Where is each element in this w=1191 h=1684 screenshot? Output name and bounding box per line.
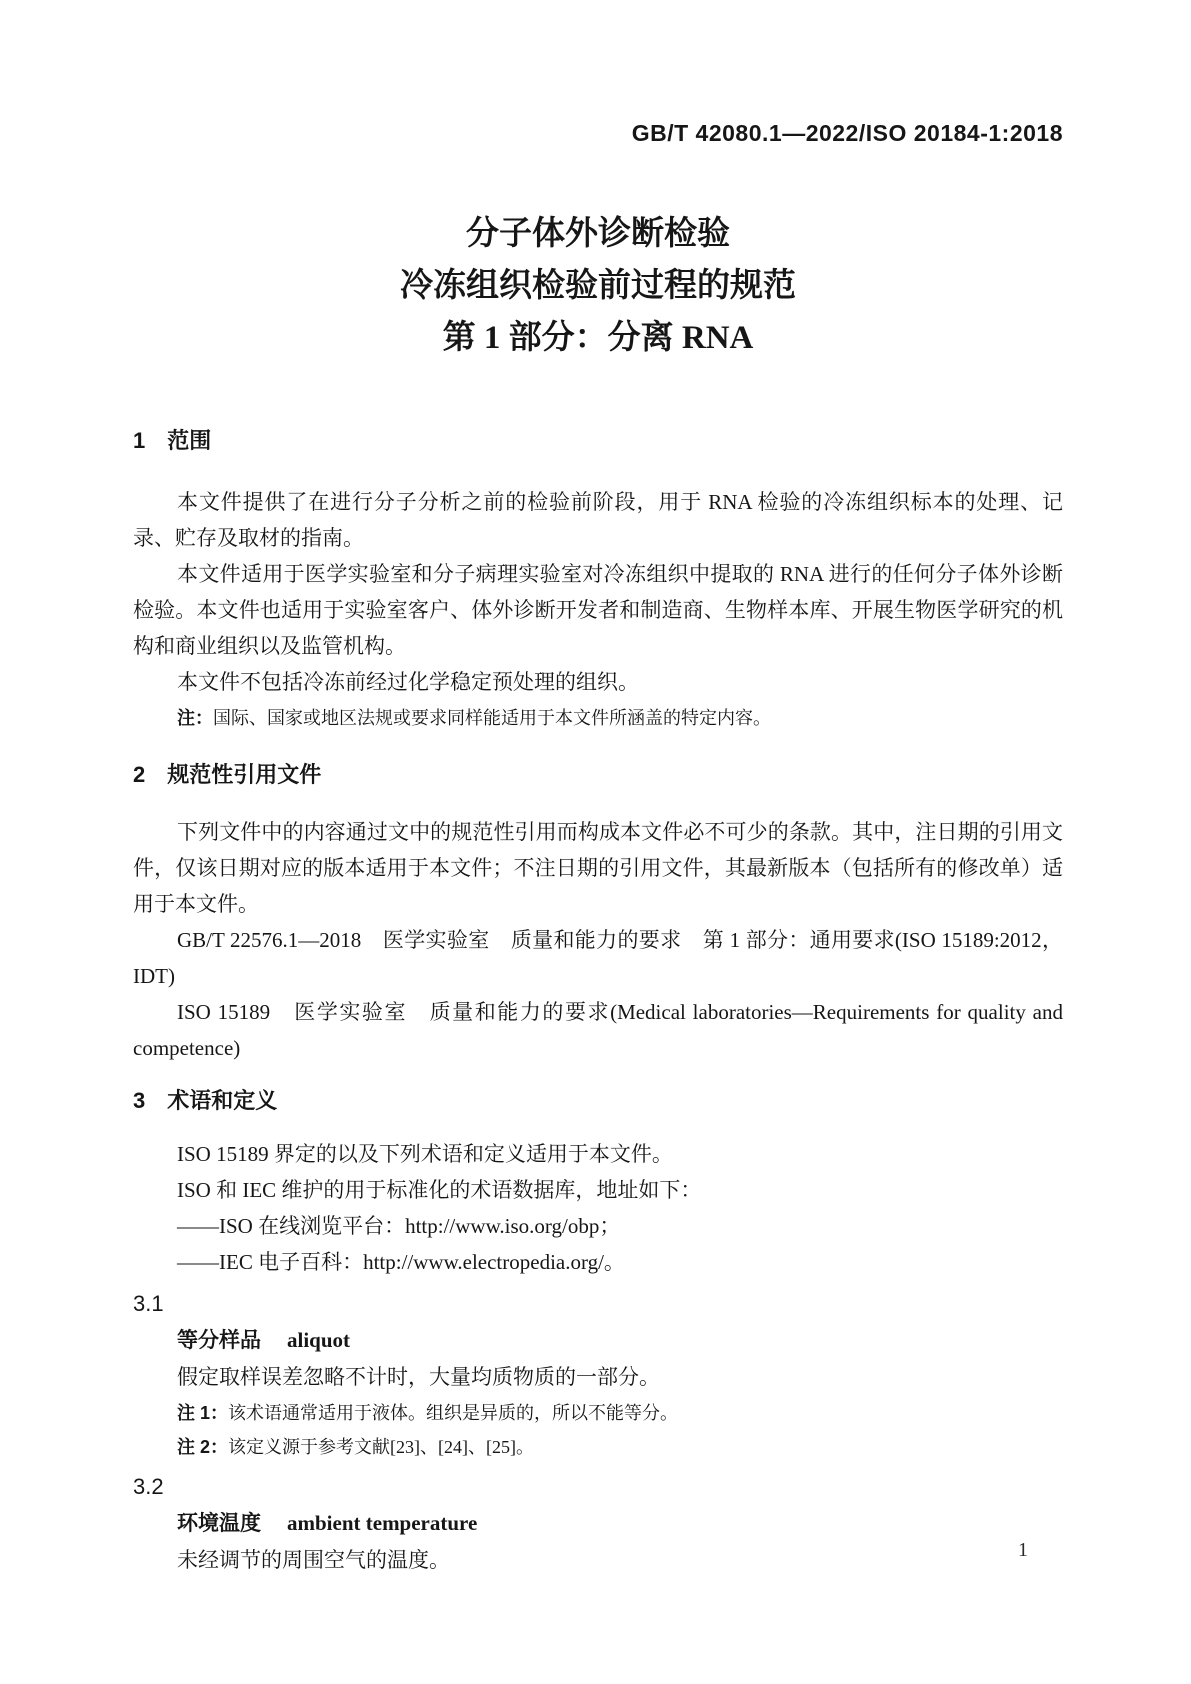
title-line-2: 冷冻组织检验前过程的规范 [400, 268, 796, 304]
section-2-heading [133, 756, 1063, 794]
section-1-heading [133, 422, 1063, 460]
section-2-reference-1: GB/T 22576.1—2018 医学实验室 质量和能力的要求 第 1 部分：通用要求(ISO 15189:2012，IDT) [133, 928, 1063, 988]
term-3-1-zh: 等分样品 [177, 1329, 261, 1352]
title-line-3: 第 1 部分：分离 RNA [442, 320, 754, 356]
term-3-2-zh: 环境温度 [177, 1512, 261, 1535]
term-3-1-title [133, 1322, 1063, 1359]
section-1-paragraph-2: 本文件适用于医学实验室和分子病理实验室对冷冻组织中提取的 RNA 进行的任何分子体外诊断检验。本文件也适用于实验室客户、体外诊断开发者和制造商、生物样本库、开展生物医学研究的机构和商业组织以及监管机构。 [133, 562, 1063, 658]
section-3-number: 3 [133, 1088, 146, 1113]
document-title [133, 208, 1063, 364]
section-1-title: 范围 [167, 428, 212, 453]
section-2-reference-2: ISO 15189 医学实验室 质量和能力的要求(Medical laboratories—Requirements for quality and competence) [133, 1000, 1063, 1060]
term-3-2-definition: 未经调节的周围空气的温度。 [177, 1548, 450, 1572]
section-3-bullet-iec-electropedia: ——IEC 电子百科：http://www.electropedia.org/。 [177, 1250, 625, 1274]
section-3-title: 术语和定义 [167, 1088, 278, 1113]
term-3-1-note-1 [133, 1397, 1063, 1429]
section-1-paragraph-1: 本文件提供了在进行分子分析之前的检验前阶段，用于 RNA 检验的冷冻组织标本的处理、记录、贮存及取材的指南。 [133, 490, 1063, 550]
section-2-number: 2 [133, 762, 146, 787]
page-number: 1 [1018, 1539, 1028, 1561]
note-2-label: 注 2： [177, 1437, 229, 1457]
standard-number-header: GB/T 42080.1—2022/ISO 20184-1:2018 [631, 120, 1063, 146]
section-1-note [133, 702, 1063, 734]
page-content [133, 0, 1063, 1578]
term-3-2-en: ambient temperature [287, 1511, 478, 1535]
note-label: 注： [177, 708, 213, 728]
section-1-number: 1 [133, 428, 146, 453]
title-line-1: 分子体外诊断检验 [466, 216, 730, 252]
note-text: 国际、国家或地区法规或要求同样能适用于本文件所涵盖的特定内容。 [213, 708, 771, 728]
section-2-title: 规范性引用文件 [167, 762, 322, 787]
section-1-paragraph-3: 本文件不包括冷冻前经过化学稳定预处理的组织。 [177, 670, 639, 694]
note-1-label: 注 1： [177, 1403, 229, 1423]
note-1-text: 该术语通常适用于液体。组织是异质的，所以不能等分。 [228, 1403, 679, 1423]
term-3-1-definition: 假定取样误差忽略不计时，大量均质物质的一部分。 [177, 1365, 660, 1389]
term-3-1-note-2 [133, 1431, 1063, 1463]
term-3-2-number: 3.2 [133, 1474, 164, 1499]
term-3-1-number: 3.1 [133, 1291, 164, 1316]
term-3-2-title [133, 1505, 1063, 1542]
section-3-paragraph-1: ISO 15189 界定的以及下列术语和定义适用于本文件。 [177, 1142, 673, 1166]
section-3-heading [133, 1082, 1063, 1120]
section-3-paragraph-2: ISO 和 IEC 维护的用于标准化的术语数据库，地址如下： [177, 1178, 702, 1202]
section-3-bullet-iso-obp: ——ISO 在线浏览平台：http://www.iso.org/obp； [177, 1214, 621, 1238]
term-3-1-en: aliquot [287, 1328, 351, 1352]
note-2-text: 该定义源于参考文献[23]、[24]、[25]。 [228, 1437, 534, 1457]
section-2-paragraph-1: 下列文件中的内容通过文中的规范性引用而构成本文件必不可少的条款。其中，注日期的引用文件，仅该日期对应的版本适用于本文件；不注日期的引用文件，其最新版本（包括所有的修改单）适用于本文件。 [133, 820, 1063, 916]
